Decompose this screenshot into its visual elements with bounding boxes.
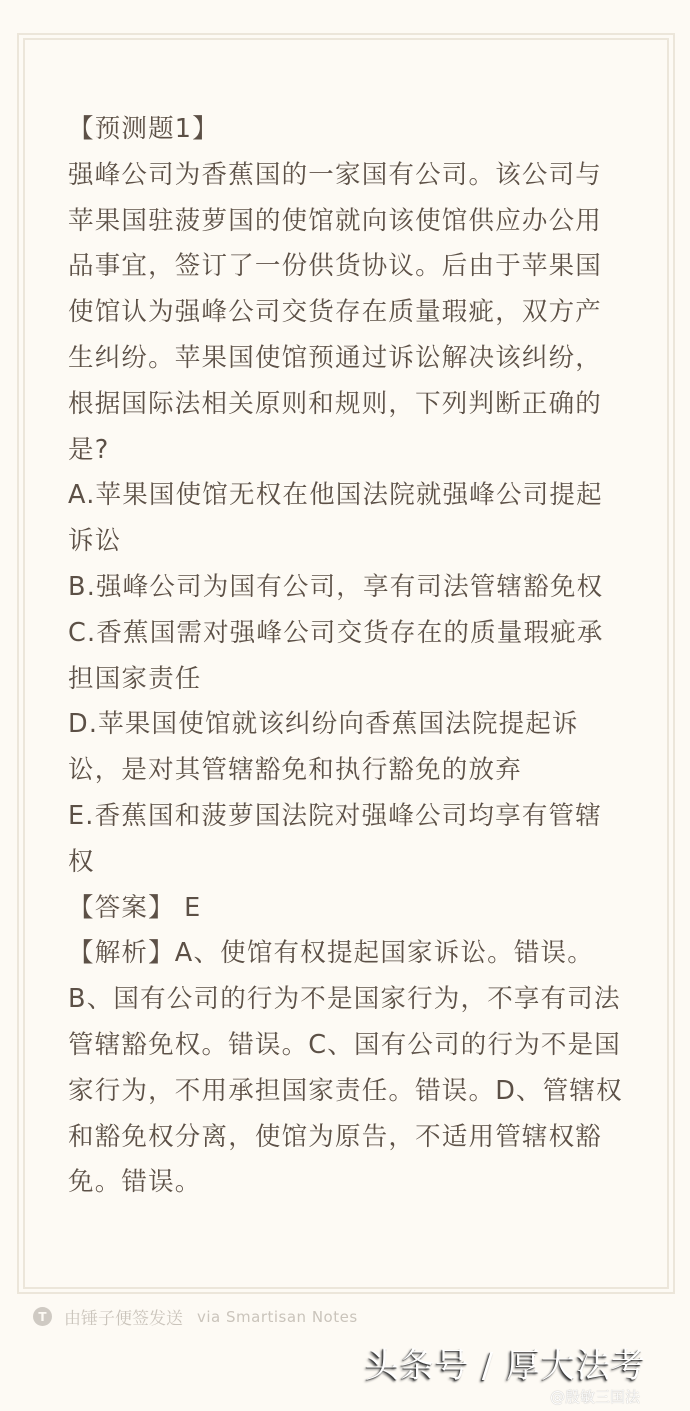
note-line: 【预测题1】 xyxy=(68,114,219,144)
note-line: 使馆认为强峰公司交货存在质量瑕疵，双方产 xyxy=(68,297,603,328)
sent-by-text: 由锤子便签发送 xyxy=(64,1309,183,1329)
note-line: 【答案】 E xyxy=(68,892,202,923)
note-line: 诉讼 xyxy=(68,526,122,557)
note-line: 权 xyxy=(68,846,95,877)
weibo-watermark: @殷敏三国法 xyxy=(550,1388,641,1406)
smartisan-t-icon: T xyxy=(33,1307,52,1326)
toutiao-watermark: 头条号 / 厚大法考 xyxy=(365,1346,647,1386)
note-line: C.香蕉国需对强峰公司交货存在的质量瑕疵承 xyxy=(68,617,604,648)
note-line: 苹果国驻菠萝国的使馆就向该使馆供应办公用 xyxy=(68,205,603,236)
via-text: via Smartisan Notes xyxy=(197,1307,358,1326)
note-line: 家行为，不用承担国家责任。错误。D、管辖权 xyxy=(68,1075,623,1106)
note-line: 免。错误。 xyxy=(68,1167,202,1198)
note-line: A.苹果国使馆无权在他国法院就强峰公司提起 xyxy=(68,480,603,511)
note-line: E.香蕉国和菠萝国法院对强峰公司均享有管辖 xyxy=(68,800,602,831)
note-line: 和豁免权分离，使馆为原告，不适用管辖权豁 xyxy=(68,1121,603,1152)
note-line: B、国有公司的行为不是国家行为，不享有司法 xyxy=(68,984,621,1015)
note-footer xyxy=(33,1304,358,1329)
note-line: D.苹果国使馆就该纠纷向香蕉国法院提起诉 xyxy=(68,709,579,740)
note-line: 担国家责任 xyxy=(68,663,202,694)
note-line: 根据国际法相关原则和规则，下列判断正确的 xyxy=(68,388,603,419)
note-line: 品事宜，签订了一份供货协议。后由于苹果国 xyxy=(68,251,603,282)
note-line: 是? xyxy=(68,434,110,465)
note-line: 【解析】A、使馆有权提起国家诉讼。错误。 xyxy=(68,938,594,969)
note-content xyxy=(68,107,648,1206)
note-line: B.强峰公司为国有公司，享有司法管辖豁免权 xyxy=(68,571,604,602)
note-line: 管辖豁免权。错误。C、国有公司的行为不是国 xyxy=(68,1029,622,1060)
note-line: 强峰公司为香蕉国的一家国有公司。该公司与 xyxy=(68,159,603,190)
note-line: 生纠纷。苹果国使馆预通过诉讼解决该纠纷， xyxy=(68,342,603,373)
note-line: 讼，是对其管辖豁免和执行豁免的放弃 xyxy=(68,755,522,786)
